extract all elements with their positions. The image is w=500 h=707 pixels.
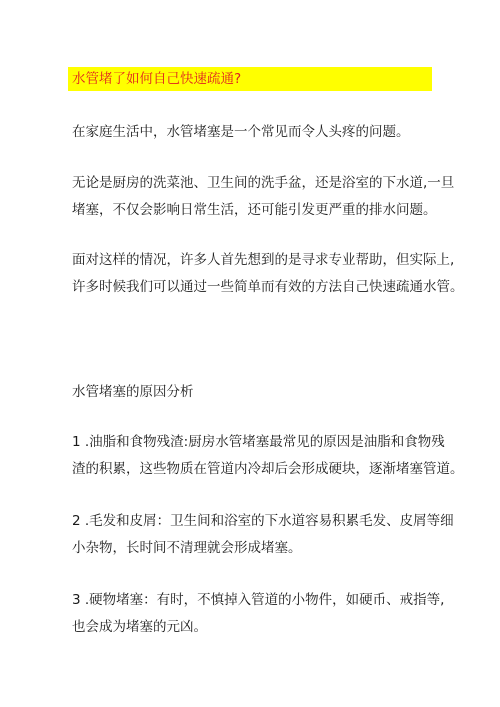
document-title: 水管堵了如何自己快速疏通? [72, 71, 242, 87]
text-line: 堵塞，不仅会影响日常生活，还可能引发更严重的排水问题。 [72, 202, 437, 218]
text-line: 面对这样的情况，许多人首先想到的是寻求专业帮助，但实际上, [72, 252, 455, 268]
text-line: 渣的积累，这些物质在管道内冷却后会形成硬块，逐渐堵塞管道。 [72, 461, 464, 477]
intro-paragraph [72, 119, 442, 146]
text-line: 在家庭生活中，水管堵塞是一个常见而令人头疼的问题。 [72, 124, 410, 140]
cause-item-grease [72, 429, 464, 483]
section-heading [72, 379, 442, 406]
cause-item-hair [72, 508, 454, 562]
paragraph-scope [72, 170, 455, 224]
text-line: 无论是厨房的洗菜池、卫生间的洗手盆，还是浴室的下水道,一旦 [72, 175, 455, 191]
heading-text: 水管堵塞的原因分析 [72, 384, 194, 400]
text-line: 3 .硬物堵塞：有时，不慎掉入管道的小物件，如硬币、戒指等, [72, 592, 445, 608]
text-line: 1 .油脂和食物残渣:厨房水管堵塞最常见的原因是油脂和食物残 [72, 434, 445, 450]
paragraph-approach [72, 247, 464, 301]
text-line: 许多时候我们可以通过一些简单而有效的方法自己快速疏通水管。 [72, 279, 464, 295]
cause-item-hard-objects [72, 587, 445, 641]
title-highlight [68, 67, 432, 91]
text-line: 2 .毛发和皮屑：卫生间和浴室的下水道容易积累毛发、皮屑等细 [72, 513, 454, 529]
text-line: 也会成为堵塞的元凶。 [72, 619, 207, 635]
text-line: 小杂物，长时间不清理就会形成堵塞。 [72, 540, 302, 556]
